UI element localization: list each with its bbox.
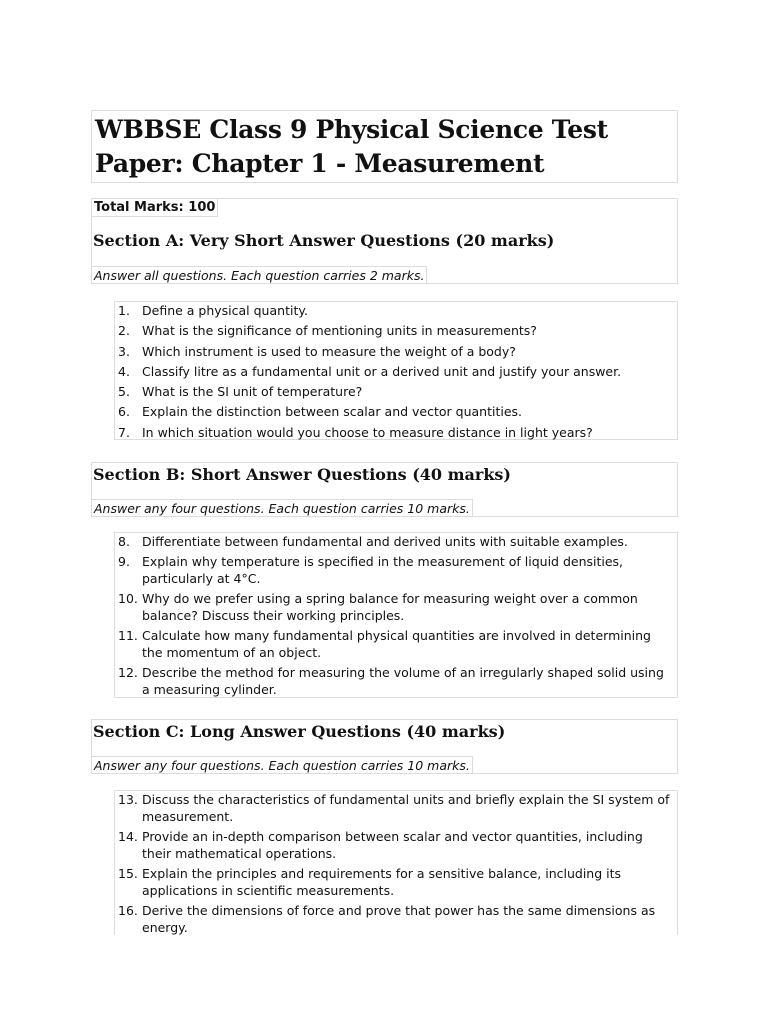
question-item [118,902,675,936]
section-c-note: Answer any four questions. Each question carries 10 marks. [94,758,470,773]
total-marks: Total Marks: 100 [92,199,218,217]
question-item [118,828,675,862]
question-item [118,791,675,825]
question-number: 2. [118,323,130,339]
question-text: What is the significance of mentioning units in measurements? [142,323,537,339]
section-c-title: Section C: Long Answer Questions (40 marks) [93,722,506,741]
question-text: Discuss the characteristics of fundamental units and briefly explain the SI system of measurement. [142,792,670,824]
question-text: Define a physical quantity. [142,303,308,318]
section-b-header [91,462,678,517]
question-item [118,322,673,342]
question-text: Explain the distinction between scalar and vector quantities. [142,404,523,420]
question-item [118,664,675,698]
question-number: 15. [118,866,138,881]
question-number: 5. [118,384,130,400]
question-number: 13. [118,792,138,807]
question-item [118,865,675,899]
question-number: 12. [118,665,138,680]
question-text: Explain why temperature is specified in the measurement of liquid densities, particularly at 4°C. [142,554,624,586]
question-number: 6. [118,404,130,420]
question-text: Differentiate between fundamental and derived units with suitable examples. [142,534,628,549]
section-a-header [91,198,678,284]
question-item [118,424,673,444]
question-item [118,383,673,403]
question-text: What is the SI unit of temperature? [142,384,363,400]
question-item [118,343,673,363]
question-number: 3. [118,343,130,359]
section-b-title: Section B: Short Answer Questions (40 marks) [93,465,511,484]
question-item [118,302,673,322]
question-text: In which situation would you choose to measure distance in light years? [142,424,593,440]
question-text: Why do we prefer using a spring balance for measuring weight over a common balance? Discuss their working principles. [142,591,638,623]
question-item [118,403,673,423]
question-item [118,533,675,550]
section-a-title: Section A: Very Short Answer Questions (20 marks) [93,231,555,250]
question-number: 9. [118,554,130,569]
question-number: 7. [118,424,130,440]
question-item [118,553,675,587]
page-title: WBBSE Class 9 Physical Science Test Paper: Chapter 1 - Measurement [91,110,678,183]
section-c-header [91,719,678,774]
section-b-questions [114,532,678,698]
question-number: 10. [118,591,138,606]
question-number: 16. [118,903,138,918]
section-a-note: Answer all questions. Each question carries 2 marks. [94,268,425,283]
question-text: Classify litre as a fundamental unit or a derived unit and justify your answer. [142,363,622,379]
question-text: Provide an in-depth comparison between scalar and vector quantities, including their mathematical operations. [142,829,643,861]
question-text: Calculate how many fundamental physical quantities are involved in determining the momentum of an object. [142,628,651,660]
section-c-questions [114,790,678,935]
section-b-note: Answer any four questions. Each question carries 10 marks. [94,501,470,516]
question-text: Which instrument is used to measure the weight of a body? [142,343,516,359]
question-text: Derive the dimensions of force and prove that power has the same dimensions as energy. [142,903,656,935]
question-number: 14. [118,829,138,844]
question-number: 1. [118,303,130,318]
question-item [118,363,673,383]
question-text: Describe the method for measuring the volume of an irregularly shaped solid using a measuring cylinder. [142,665,664,697]
question-number: 11. [118,628,138,643]
section-a-questions [114,301,678,440]
question-text: Explain the principles and requirements for a sensitive balance, including its applications in scientific measurements. [142,866,622,898]
question-number: 8. [118,534,130,549]
question-item [118,627,675,661]
question-number: 4. [118,363,130,379]
question-item [118,590,675,624]
